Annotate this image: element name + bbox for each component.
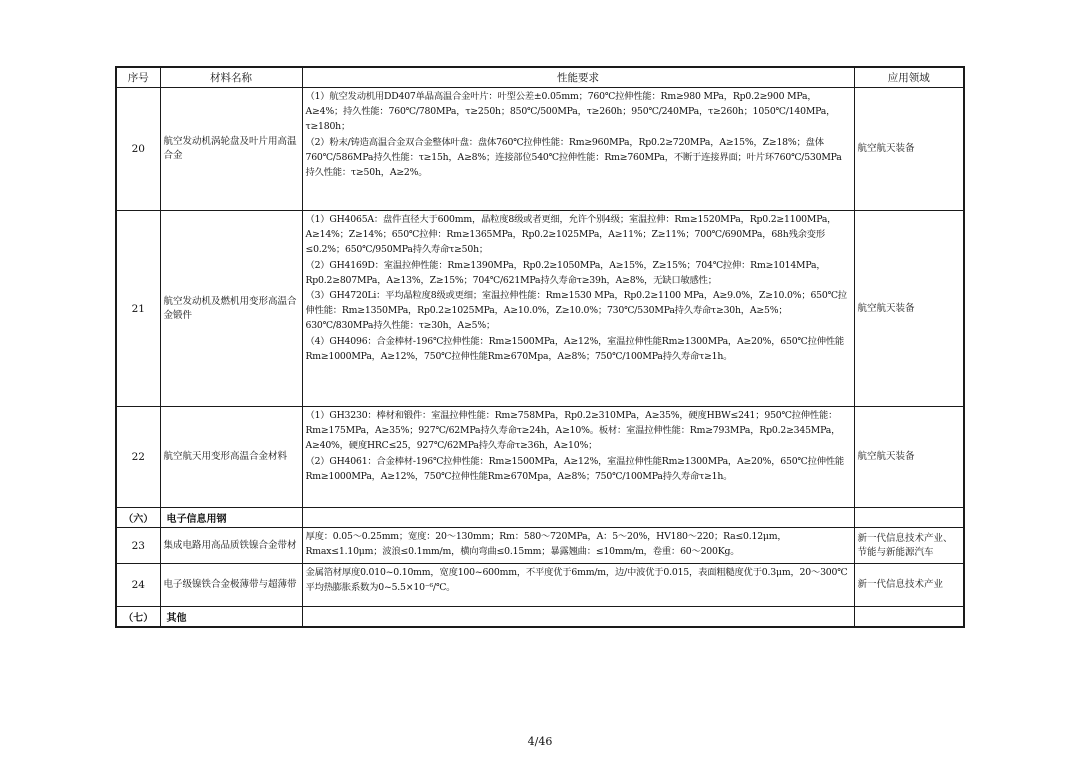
header-application: 应用领域 <box>854 67 964 88</box>
spec-table <box>115 66 965 628</box>
row-material-name: 航空发动机涡轮盘及叶片用高温合金 <box>160 88 302 211</box>
row-material-name: 航空航天用变形高温合金材料 <box>160 407 302 508</box>
table-row <box>116 528 964 564</box>
row-material-name: 电子级镍铁合金极薄带与超薄带 <box>160 564 302 607</box>
row-performance <box>302 88 854 211</box>
perf-item: （1）GH3230：棒材和锻件：室温拉伸性能：Rm≥758MPa，Rp0.2≥310MPa，A≥35%，硬度HBW≤241；950℃拉伸性能：Rm≥175MPa，A≥35%；927℃/62MPa持久寿命τ≥24h，A≥10%。板材：室温拉伸性能：Rm≥793MPa，Rp0.2≥345MPa，A≥40%，硬度HRC≤25，927℃/62MPa持久寿命τ≥36h，A≥10%； <box>305 410 841 452</box>
row-application: 航空航天装备 <box>854 407 964 508</box>
section-label: 其他 <box>160 607 302 628</box>
row-application: 航空航天装备 <box>854 88 964 211</box>
section-num: （六） <box>116 508 160 528</box>
row-num: 20 <box>116 88 160 211</box>
section-row <box>116 607 964 628</box>
row-application: 航空航天装备 <box>854 211 964 407</box>
row-num: 23 <box>116 528 160 564</box>
perf-item: （2）GH4169D：室温拉伸性能：Rm≥1390MPa，Rp0.2≥1050MPa，A≥15%，Z≥15%；704℃拉伸：Rm≥1014MPa，Rp0.2≥807MPa，A≥13%，Z≥15%；704℃/621MPa持久寿命τ≥39h，A≥8%，无缺口敏感性； <box>305 259 826 286</box>
section-row <box>116 508 964 528</box>
table-row <box>116 564 964 607</box>
row-material-name: 集成电路用高品质铁镍合金带材 <box>160 528 302 564</box>
row-performance <box>302 528 854 564</box>
row-application: 新一代信息技术产业、节能与新能源汽车 <box>854 528 964 564</box>
perf-item: 厚度：0.05～0.25mm；宽度：20～130mm；Rm：580～720MPa，A：5～20%，HV180～220；Ra≤0.12μm，Rmax≤1.10μm；波浪≤0.1mm/m，横向弯曲≤0.15mm；暴露翘曲：≤10mm/m，卷重：60～200Kg。 <box>305 531 787 558</box>
section-label: 电子信息用钢 <box>160 508 302 528</box>
table-row <box>116 88 964 211</box>
perf-item: （4）GH4096：合金棒材-196℃拉伸性能：Rm≥1500MPa，A≥12%，室温拉伸性能Rm≥1300MPa，A≥20%，650℃拉伸性能Rm≥1000MPa，A≥12%，750℃拉伸性能Rm≥670Mpa，A≥8%；750℃/100MPa持久寿命τ≥1h。 <box>305 335 845 362</box>
row-num: 22 <box>116 407 160 508</box>
row-performance <box>302 211 854 407</box>
table-row <box>116 211 964 407</box>
header-num: 序号 <box>116 67 160 88</box>
perf-item: （1）航空发动机用DD407单晶高温合金叶片：叶型公差±0.05mm；760℃拉伸性能：Rm≥980 MPa，Rp0.2≥900 MPa，A≥4%；持久性能：760℃/780MPa，τ≥250h；850℃/500MPa，τ≥260h；950℃/240MPa，τ≥260h；1050℃/140MPa，τ≥180h； <box>305 91 836 133</box>
table-row <box>116 407 964 508</box>
perf-item: （2）粉末/铸造高温合金双合金整体叶盘：盘体760℃拉伸性能：Rm≥960MPa，Rp0.2≥720MPa，A≥15%，Z≥18%；盘体760℃/586MPa持久性能：τ≥15h，A≥8%；连接部位540℃拉伸性能：Rm≥760MPa，不断于连接界面；叶片环760℃/530MPa持久性能：τ≥50h，A≥2%。 <box>305 136 842 179</box>
header-material-name: 材料名称 <box>160 67 302 88</box>
page-number: 4/46 <box>527 735 553 748</box>
perf-item: 金属箔材厚度0.010~0.10mm，宽度100~600mm，不平度优于6mm/m，边/中波优于0.015，表面粗糙度优于0.3μm，20～300℃平均热膨胀系数为0~5.5×10⁻⁶/℃。 <box>305 567 848 594</box>
row-performance <box>302 564 854 607</box>
row-material-name: 航空发动机及燃机用变形高温合金锻件 <box>160 211 302 407</box>
section-num: （七） <box>116 607 160 628</box>
header-performance: 性能要求 <box>302 67 854 88</box>
perf-item: （2）GH4061：合金棒材-196℃拉伸性能：Rm≥1500MPa，A≥12%，室温拉伸性能Rm≥1300MPa，A≥20%，650℃拉伸性能Rm≥1000MPa，A≥12%，750℃拉伸性能Rm≥670Mpa，A≥8%；750℃/100MPa持久寿命τ≥1h。 <box>305 455 845 482</box>
perf-item: （1）GH4065A：盘件直径大于600mm，晶粒度8级或者更细，允许个别4级；室温拉伸：Rm≥1520MPa，Rp0.2≥1100MPa，A≥14%；Z≥14%；650℃拉伸：Rm≥1365MPa，Rp0.2≥1025MPa，A≥11%；Z≥11%；700℃/690MPa，68h残余变形≤0.2%；650℃/950MPa持久寿命τ≥50h； <box>305 214 837 256</box>
row-performance <box>302 407 854 508</box>
row-num: 21 <box>116 211 160 407</box>
row-num: 24 <box>116 564 160 607</box>
perf-item: （3）GH4720Li：平均晶粒度8级或更细；室温拉伸性能：Rm≥1530 MPa，Rp0.2≥1100 MPa，A≥9.0%，Z≥10.0%；650℃拉伸性能：Rm≥1350MPa，Rp0.2≥1025MPa，A≥10.0%，Z≥10.0%；730℃/530MPa持久寿命τ≥30h，A≥5%；630℃/830MPa持久性能：τ≥30h，A≥5%； <box>305 290 847 332</box>
table-header-row <box>116 67 964 88</box>
row-application: 新一代信息技术产业 <box>854 564 964 607</box>
